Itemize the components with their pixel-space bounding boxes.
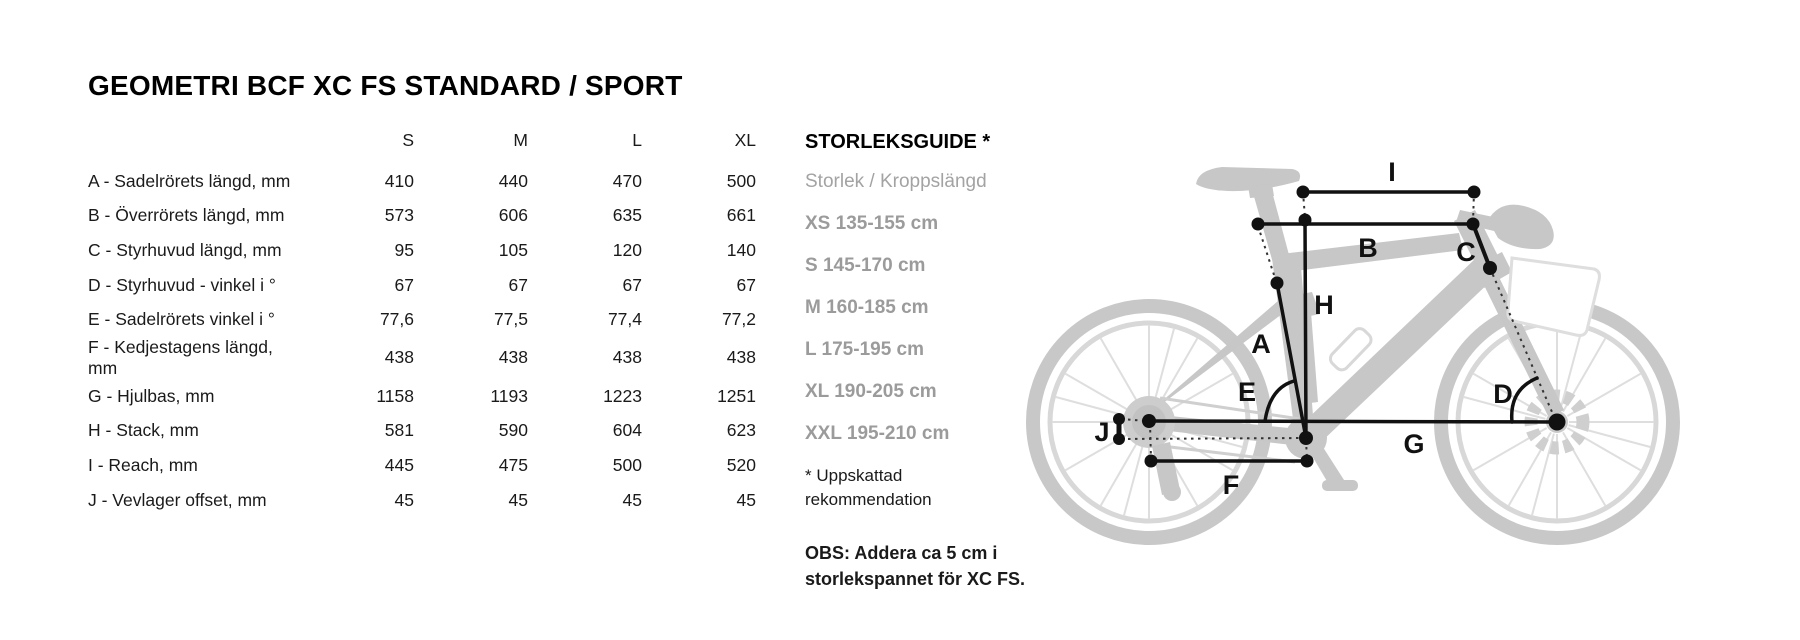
cell-value: 438	[612, 347, 642, 368]
table-row	[88, 414, 756, 449]
row-label: G - Hjulbas, mm	[88, 385, 215, 406]
cell-value: 1223	[603, 385, 642, 406]
cell-value: 475	[498, 454, 528, 475]
bike-geometry-diagram	[1000, 145, 1700, 560]
derailleur-pulley	[1163, 483, 1181, 501]
row-label: C - Styrhuvud längd, mm	[88, 239, 282, 260]
size-guide-heading: STORLEKSGUIDE *	[805, 131, 991, 153]
row-label: I - Reach, mm	[88, 454, 198, 475]
row-label: D - Styrhuvud - vinkel i °	[88, 274, 276, 295]
size-guide-footnote: * Uppskattad rekommendation	[805, 466, 932, 509]
cell-value: 1193	[490, 385, 528, 406]
cell-value: 438	[384, 347, 414, 368]
cell-value: 140	[726, 239, 756, 260]
cell-value: 77,6	[379, 309, 414, 330]
cell-value: 635	[612, 205, 642, 226]
cell-value: 45	[622, 489, 642, 510]
table-body	[88, 164, 756, 517]
table-row	[88, 164, 756, 199]
corner-cell	[88, 116, 300, 164]
table-row	[88, 337, 756, 379]
handlebar-bag-outline	[1508, 258, 1600, 335]
row-label: H - Stack, mm	[88, 420, 199, 441]
size-guide-obs-note: OBS: Addera ca 5 cm i storlekspannet för XC FS.	[805, 543, 1026, 589]
col-header-l: L	[632, 129, 642, 150]
cell-value: 440	[498, 170, 528, 191]
row-label: B - Överrörets längd, mm	[88, 205, 285, 226]
cell-value: 410	[384, 170, 414, 191]
cell-value: 45	[736, 489, 756, 510]
cell-value: 67	[394, 274, 414, 295]
row-label: J - Vevlager offset, mm	[88, 489, 267, 510]
col-header-s: S	[402, 129, 414, 150]
cell-value: 67	[622, 274, 642, 295]
cell-value: 606	[498, 205, 528, 226]
col-header-m: M	[513, 129, 528, 150]
table-row	[88, 233, 756, 268]
row-label: E - Sadelrörets vinkel i °	[88, 309, 275, 330]
table-row	[88, 199, 756, 234]
cell-value: 45	[508, 489, 528, 510]
diagram-label-a: A	[1251, 329, 1271, 359]
geometry-section	[88, 70, 756, 517]
cell-value: 500	[612, 454, 642, 475]
size-guide-subheading: Storlek / Kroppslängd	[805, 171, 987, 192]
cell-value: 105	[498, 239, 528, 260]
cell-value: 45	[394, 489, 414, 510]
saddle	[1196, 167, 1300, 191]
table-row	[88, 379, 756, 414]
row-label: F - Kedjestagens längd, mm	[88, 336, 273, 378]
page-title: GEOMETRI BCF XC FS STANDARD / SPORT	[88, 70, 683, 101]
diagram-label-b: B	[1358, 233, 1378, 263]
cell-value: 520	[726, 454, 756, 475]
cell-value: 95	[394, 239, 414, 260]
diagram-label-j: J	[1094, 417, 1110, 447]
line-H-stack	[1305, 220, 1306, 438]
table-row	[88, 448, 756, 483]
cell-value: 77,4	[607, 309, 642, 330]
diagram-label-d: D	[1493, 379, 1513, 409]
handlebar	[1488, 205, 1554, 249]
diagram-label-c: C	[1456, 237, 1476, 267]
cell-value: 604	[612, 420, 642, 441]
size-guide-item: S 145-170 cm	[805, 255, 926, 276]
cell-value: 590	[498, 420, 528, 441]
cell-value: 67	[736, 274, 756, 295]
diagram-label-f: F	[1222, 470, 1240, 500]
table-header-row	[88, 116, 756, 164]
table-row	[88, 302, 756, 337]
cell-value: 661	[726, 205, 756, 226]
cell-value: 438	[726, 347, 756, 368]
cell-value: 1251	[717, 385, 756, 406]
chain-top	[1160, 398, 1300, 419]
cell-value: 581	[384, 420, 414, 441]
line-G-wheelbase	[1149, 421, 1557, 422]
cell-value: 438	[498, 347, 528, 368]
row-label: A - Sadelrörets längd, mm	[88, 170, 291, 191]
diagram-label-i: I	[1388, 157, 1396, 187]
cell-value: 77,5	[493, 309, 528, 330]
diagram-label-g: G	[1403, 429, 1425, 459]
size-guide-item: L 175-195 cm	[805, 339, 925, 360]
size-guide-item: M 160-185 cm	[805, 297, 929, 318]
table-row	[88, 483, 756, 518]
diagram-label-e: E	[1237, 377, 1257, 407]
diagram-label-h: H	[1314, 290, 1334, 320]
cell-value: 77,2	[721, 309, 756, 330]
table-row	[88, 268, 756, 303]
size-guide-item: XXL 195-210 cm	[805, 423, 950, 444]
cell-value: 470	[612, 170, 642, 191]
geometry-table	[88, 116, 756, 517]
cell-value: 67	[508, 274, 528, 295]
cell-value: 1158	[376, 385, 414, 406]
cell-value: 445	[384, 454, 414, 475]
cell-value: 623	[726, 420, 756, 441]
cell-value: 573	[384, 205, 414, 226]
cell-value: 500	[726, 170, 756, 191]
size-guide-item: XS 135-155 cm	[805, 213, 939, 234]
cell-value: 120	[612, 239, 642, 260]
pedal	[1322, 480, 1358, 491]
size-guide-item: XL 190-205 cm	[805, 381, 937, 402]
col-header-xl: XL	[734, 129, 756, 150]
